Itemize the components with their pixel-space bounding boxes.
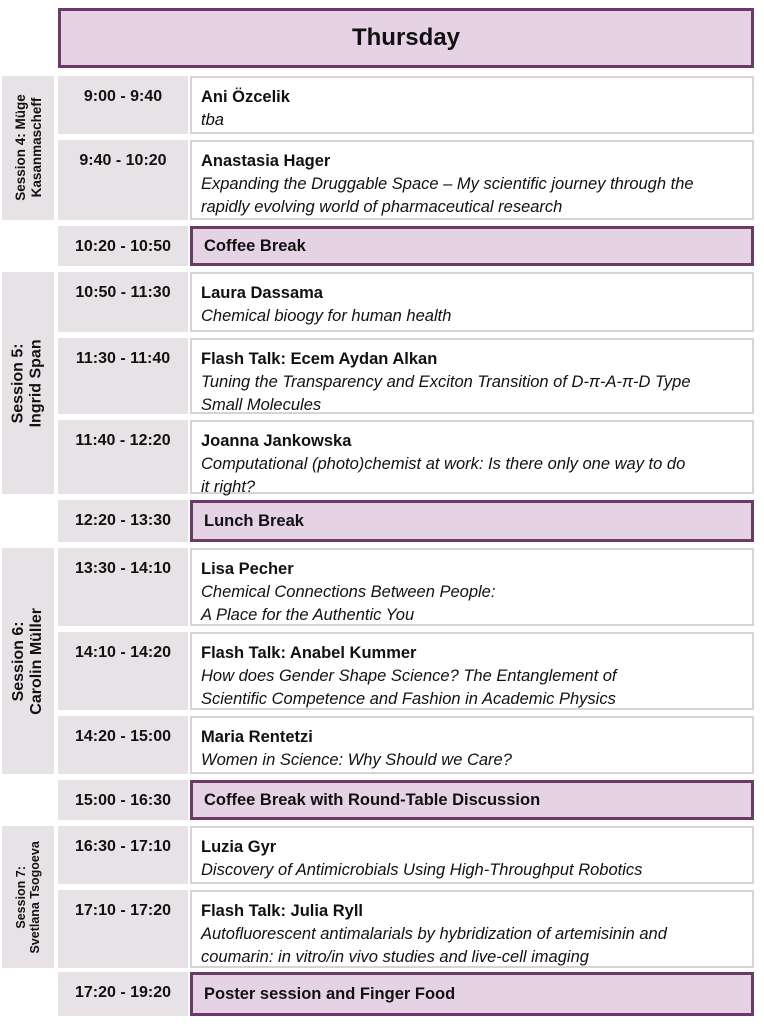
session-7-label: Session 7: Svetlana Tsogoeva [13, 840, 42, 954]
session-5-label: Session 5: Ingrid Span [9, 339, 45, 427]
talk-title: Discovery of Antimicrobials Using High-Throughput Robotics [201, 861, 643, 879]
break-cell: Coffee Break with Round-Table Discussion [190, 780, 754, 820]
talk-title-line: A Place for the Authentic You [201, 606, 415, 624]
talk-cell [190, 632, 754, 710]
talk-title-line: Expanding the Druggable Space – My scientific journey through the [201, 175, 694, 193]
session-6-label-cell [2, 548, 54, 774]
time-cell: 13:30 - 14:10 [58, 548, 188, 626]
talk-cell [190, 716, 754, 774]
break-cell: Poster session and Finger Food [190, 972, 754, 1016]
day-header: Thursday [58, 8, 754, 68]
session-5-label-cell [2, 272, 54, 494]
time-cell: 17:20 - 19:20 [58, 972, 188, 1016]
speaker-name: Maria Rentetzi [201, 728, 313, 746]
break-cell: Coffee Break [190, 226, 754, 266]
session-7-label-cell [2, 826, 54, 968]
speaker-name: Luzia Gyr [201, 838, 277, 856]
time-cell: 14:20 - 15:00 [58, 716, 188, 774]
speaker-name: Lisa Pecher [201, 560, 294, 578]
talk-cell [190, 420, 754, 494]
time-cell: 16:30 - 17:10 [58, 826, 188, 884]
talk-title-line: Computational (photo)chemist at work: Is there only one way to do [201, 455, 686, 473]
break-cell: Lunch Break [190, 500, 754, 542]
time-cell: 14:10 - 14:20 [58, 632, 188, 710]
talk-title-line: Tuning the Transparency and Exciton Transition of D-π-A-π-D Type [201, 373, 691, 391]
session-6-label: Session 6: Carolin Müller [9, 607, 45, 715]
session-4-label-cell [2, 76, 54, 220]
speaker-name: Joanna Jankowska [201, 432, 352, 450]
speaker-name: Laura Dassama [201, 284, 323, 302]
time-cell: 10:50 - 11:30 [58, 272, 188, 332]
time-cell: 12:20 - 13:30 [58, 500, 188, 542]
talk-title-line: Scientific Competence and Fashion in Academic Physics [201, 690, 616, 708]
talk-title-line: coumarin: in vitro/in vivo studies and live-cell imaging [201, 948, 589, 966]
talk-title: Women in Science: Why Should we Care? [201, 751, 512, 769]
session-4-label: Session 4: Müge Kasanmascheff [12, 94, 43, 202]
talk-title-line: Small Molecules [201, 396, 322, 414]
talk-title: Chemical bioogy for human health [201, 307, 452, 325]
talk-cell [190, 338, 754, 414]
time-cell: 17:10 - 17:20 [58, 890, 188, 968]
time-cell: 11:40 - 12:20 [58, 420, 188, 494]
talk-cell [190, 890, 754, 968]
talk-cell [190, 140, 754, 220]
talk-title: tba [201, 111, 224, 129]
talk-title-line: Autofluorescent antimalarials by hybridization of artemisinin and [201, 925, 667, 943]
talk-title-line: rapidly evolving world of pharmaceutical research [201, 198, 563, 216]
speaker-name: Flash Talk: Anabel Kummer [201, 644, 417, 662]
talk-title-line: Chemical Connections Between People: [201, 583, 496, 601]
speaker-name: Flash Talk: Ecem Aydan Alkan [201, 350, 438, 368]
talk-title-line: it right? [201, 478, 256, 496]
talk-cell [190, 76, 754, 134]
time-cell: 15:00 - 16:30 [58, 780, 188, 820]
talk-cell [190, 548, 754, 626]
time-cell: 9:00 - 9:40 [58, 76, 188, 134]
speaker-name: Ani Özcelik [201, 88, 290, 106]
time-cell: 9:40 - 10:20 [58, 140, 188, 220]
talk-cell [190, 272, 754, 332]
time-cell: 10:20 - 10:50 [58, 226, 188, 266]
time-cell: 11:30 - 11:40 [58, 338, 188, 414]
speaker-name: Anastasia Hager [201, 152, 331, 170]
speaker-name: Flash Talk: Julia Ryll [201, 902, 363, 920]
talk-title-line: How does Gender Shape Science? The Entanglement of [201, 667, 617, 685]
talk-cell [190, 826, 754, 884]
